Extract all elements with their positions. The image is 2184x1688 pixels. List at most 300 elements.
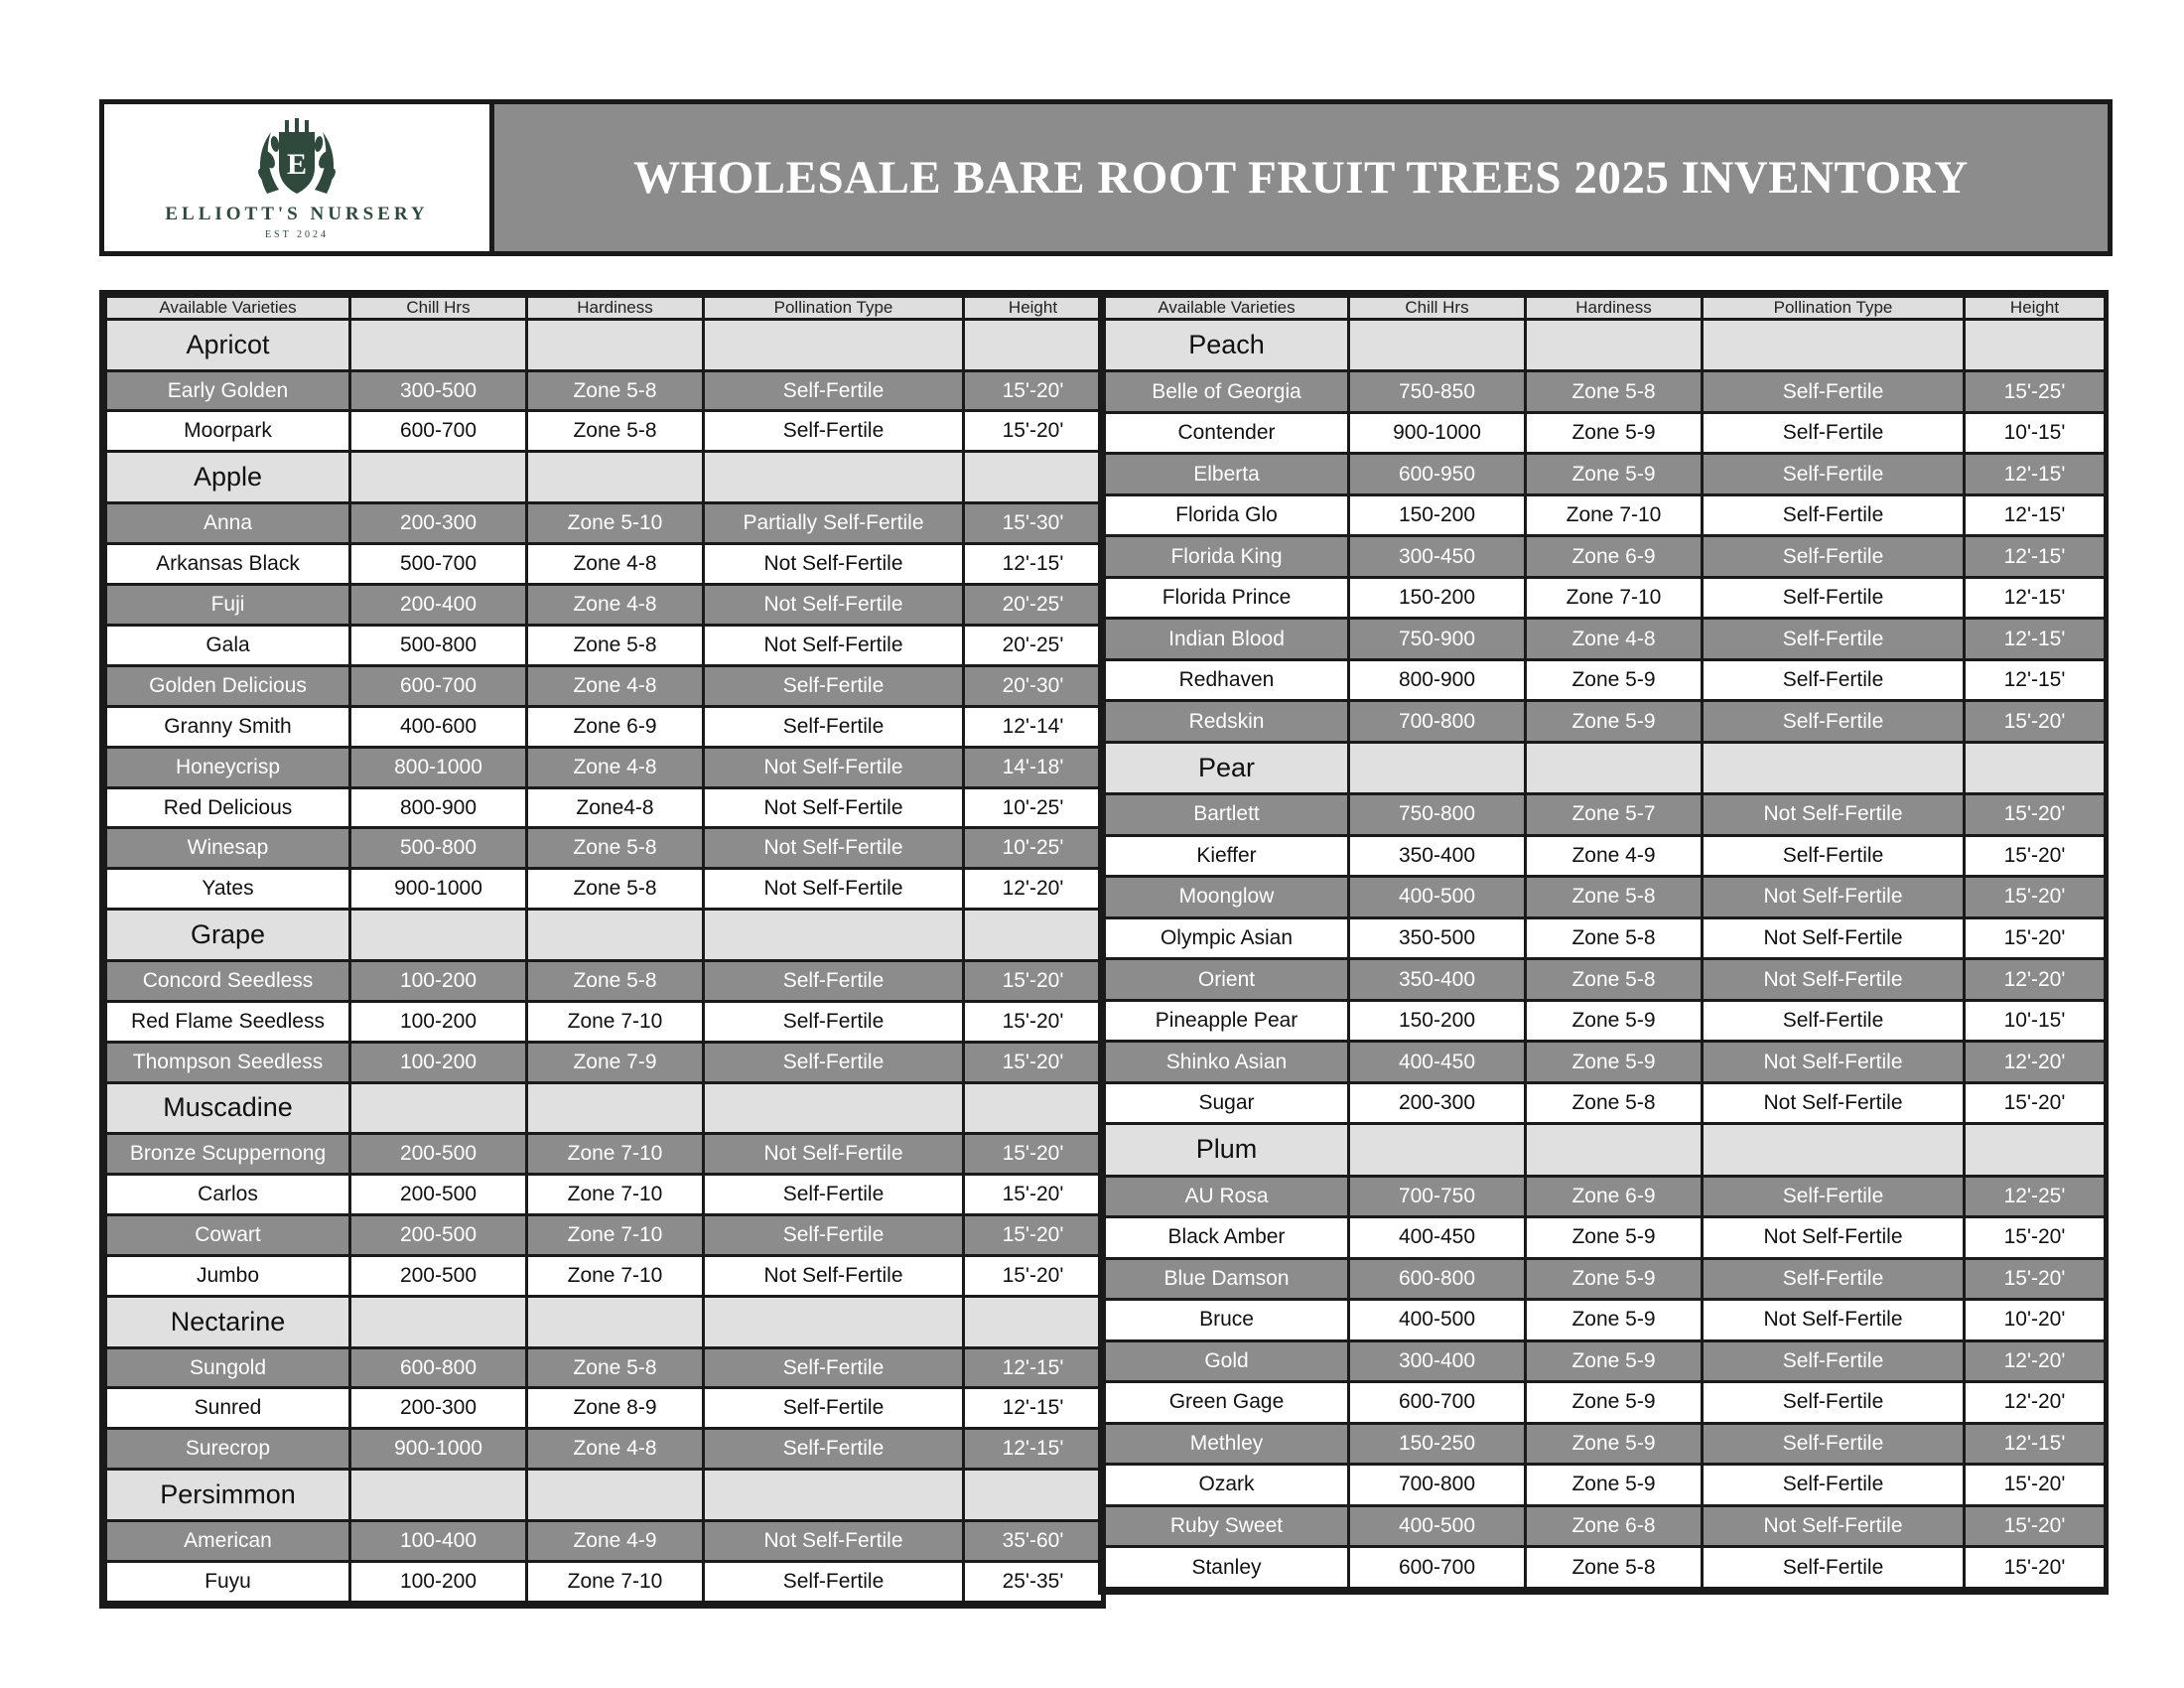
category-empty-cell: [964, 1297, 1103, 1348]
logo-letter: E: [286, 147, 308, 181]
table-cell: 12'-20': [964, 869, 1103, 910]
table-cell: 150-250: [1349, 1423, 1526, 1465]
table-cell: 15'-20': [1965, 1465, 2106, 1506]
table-row: [1105, 454, 2106, 495]
table-cell: 12'-15': [1965, 454, 2106, 495]
table-row: [1105, 619, 2106, 660]
column-header: Available Varieties: [106, 297, 350, 320]
table-cell: 20'-25': [964, 584, 1103, 625]
table-cell: Zone 5-9: [1526, 1258, 1703, 1300]
table-row: [1105, 959, 2106, 1001]
table-cell: Zone 5-8: [527, 370, 704, 411]
table-cell: 15'-20': [964, 1134, 1103, 1175]
table-cell: 750-850: [1349, 371, 1526, 413]
table-cell: Ruby Sweet: [1105, 1505, 1349, 1547]
table-cell: Zone 5-9: [1526, 412, 1703, 454]
table-cell: Honeycrisp: [106, 747, 350, 787]
table-cell: 12'-15': [1965, 619, 2106, 660]
table-row: [106, 625, 1103, 665]
table-cell: 35'-60': [964, 1520, 1103, 1561]
table-row: [106, 787, 1103, 828]
column-header: Hardiness: [527, 297, 704, 320]
table-cell: American: [106, 1520, 350, 1561]
table-cell: Stanley: [1105, 1547, 1349, 1589]
table-row: [106, 370, 1103, 411]
column-header: Available Varieties: [1105, 297, 1349, 320]
table-cell: Zone 4-9: [527, 1520, 704, 1561]
table-cell: 350-400: [1349, 959, 1526, 1001]
category-name: Peach: [1105, 320, 1349, 371]
table-cell: Partially Self-Fertile: [704, 502, 964, 543]
table-cell: Belle of Georgia: [1105, 371, 1349, 413]
table-cell: Cowart: [106, 1215, 350, 1256]
table-cell: Not Self-Fertile: [704, 625, 964, 665]
table-cell: Contender: [1105, 412, 1349, 454]
table-cell: Golden Delicious: [106, 665, 350, 706]
category-row: [1105, 320, 2106, 371]
table-cell: 12'-20': [1965, 1042, 2106, 1083]
table-cell: Zone 5-9: [1526, 454, 1703, 495]
table-cell: Zone 7-10: [1526, 577, 1703, 619]
table-cell: Winesap: [106, 828, 350, 869]
header-row: [1105, 297, 2106, 320]
table-cell: 20'-25': [964, 625, 1103, 665]
table-cell: Zone 7-10: [527, 1175, 704, 1215]
category-empty-cell: [1349, 742, 1526, 793]
category-row: [106, 1297, 1103, 1348]
table-row: [106, 1347, 1103, 1388]
table-cell: Self-Fertile: [1703, 701, 1965, 743]
category-empty-cell: [1703, 1124, 1965, 1176]
table-cell: Self-Fertile: [1703, 371, 1965, 413]
table-cell: Blue Damson: [1105, 1258, 1349, 1300]
table-cell: Zone 5-9: [1526, 1465, 1703, 1506]
category-empty-cell: [964, 1470, 1103, 1521]
page-header: [99, 99, 2113, 256]
table-cell: Jumbo: [106, 1256, 350, 1297]
table-cell: 14'-18': [964, 747, 1103, 787]
right-inventory-panel: [1098, 290, 2109, 1595]
table-cell: Florida King: [1105, 536, 1349, 578]
table-row: [106, 869, 1103, 910]
table-cell: 200-500: [350, 1256, 527, 1297]
table-cell: 400-600: [350, 706, 527, 747]
table-cell: Self-Fertile: [1703, 1258, 1965, 1300]
table-cell: Ozark: [1105, 1465, 1349, 1506]
table-cell: 15'-20': [964, 1256, 1103, 1297]
table-cell: 100-200: [350, 1042, 527, 1082]
table-cell: 600-700: [350, 665, 527, 706]
table-row: [1105, 1217, 2106, 1259]
table-cell: Moonglow: [1105, 877, 1349, 918]
table-cell: Self-Fertile: [1703, 835, 1965, 877]
table-cell: Zone 5-9: [1526, 701, 1703, 743]
category-name: Apple: [106, 452, 350, 503]
table-cell: Not Self-Fertile: [704, 1134, 964, 1175]
table-cell: 500-700: [350, 543, 527, 584]
category-name: Plum: [1105, 1124, 1349, 1176]
table-cell: Zone 5-8: [1526, 917, 1703, 959]
category-empty-cell: [1526, 320, 1703, 371]
table-cell: Zone 6-8: [1526, 1505, 1703, 1547]
category-empty-cell: [964, 1082, 1103, 1134]
table-cell: 900-1000: [350, 1429, 527, 1470]
table-cell: Pineapple Pear: [1105, 1000, 1349, 1042]
table-cell: Zone 6-9: [1526, 1176, 1703, 1217]
table-cell: Methley: [1105, 1423, 1349, 1465]
category-empty-cell: [964, 452, 1103, 503]
table-cell: Olympic Asian: [1105, 917, 1349, 959]
table-cell: 15'-20': [964, 1001, 1103, 1042]
table-cell: 400-500: [1349, 877, 1526, 918]
table-cell: Not Self-Fertile: [1703, 877, 1965, 918]
table-cell: 600-700: [1349, 1547, 1526, 1589]
table-cell: 15'-25': [1965, 371, 2106, 413]
table-cell: 700-800: [1349, 701, 1526, 743]
table-cell: Zone 4-8: [1526, 619, 1703, 660]
table-cell: Self-Fertile: [1703, 1423, 1965, 1465]
table-row: [1105, 1000, 2106, 1042]
table-cell: Zone 5-9: [1526, 1300, 1703, 1341]
table-cell: Granny Smith: [106, 706, 350, 747]
table-cell: 10'-25': [964, 787, 1103, 828]
table-cell: 12'-15': [1965, 659, 2106, 701]
table-cell: Self-Fertile: [704, 1561, 964, 1602]
table-cell: Zone 4-8: [527, 1429, 704, 1470]
table-cell: 400-500: [1349, 1300, 1526, 1341]
table-row: [106, 502, 1103, 543]
table-cell: Surecrop: [106, 1429, 350, 1470]
table-cell: 300-450: [1349, 536, 1526, 578]
table-row: [106, 706, 1103, 747]
category-empty-cell: [527, 1082, 704, 1134]
table-cell: Elberta: [1105, 454, 1349, 495]
category-name: Pear: [1105, 742, 1349, 793]
table-row: [1105, 1547, 2106, 1589]
category-empty-cell: [1965, 320, 2106, 371]
table-cell: 900-1000: [1349, 412, 1526, 454]
table-row: [1105, 917, 2106, 959]
table-row: [106, 1388, 1103, 1429]
category-empty-cell: [1703, 742, 1965, 793]
table-cell: Zone 5-7: [1526, 794, 1703, 836]
table-cell: Florida Prince: [1105, 577, 1349, 619]
category-empty-cell: [350, 1297, 527, 1348]
table-cell: Not Self-Fertile: [704, 1520, 964, 1561]
table-cell: Not Self-Fertile: [704, 747, 964, 787]
table-cell: Not Self-Fertile: [704, 584, 964, 625]
table-cell: 900-1000: [350, 869, 527, 910]
table-cell: 15'-20': [964, 1175, 1103, 1215]
table-cell: 15'-20': [1965, 1258, 2106, 1300]
table-cell: Bartlett: [1105, 794, 1349, 836]
table-row: [1105, 1042, 2106, 1083]
table-cell: Self-Fertile: [704, 1347, 964, 1388]
table-cell: Orient: [1105, 959, 1349, 1001]
column-header: Pollination Type: [704, 297, 964, 320]
table-cell: 600-700: [350, 411, 527, 452]
table-cell: 15'-20': [1965, 1505, 2106, 1547]
category-row: [106, 1082, 1103, 1134]
table-cell: Zone 4-9: [1526, 835, 1703, 877]
category-empty-cell: [350, 452, 527, 503]
table-cell: Self-Fertile: [704, 370, 964, 411]
table-cell: 15'-20': [964, 411, 1103, 452]
table-row: [1105, 835, 2106, 877]
table-cell: Zone 5-8: [527, 625, 704, 665]
table-cell: Self-Fertile: [704, 1429, 964, 1470]
logo-name: ELLIOTT'S NURSERY: [165, 203, 429, 224]
crest-icon: [249, 116, 344, 200]
table-cell: Zone 4-8: [527, 584, 704, 625]
table-row: [1105, 536, 2106, 578]
left-inventory-table: [104, 295, 1104, 1604]
table-cell: Not Self-Fertile: [1703, 959, 1965, 1001]
table-cell: Self-Fertile: [1703, 659, 1965, 701]
table-cell: 10'-15': [1965, 412, 2106, 454]
table-cell: Zone 5-8: [1526, 1547, 1703, 1589]
table-cell: Zone 7-10: [527, 1001, 704, 1042]
table-cell: 800-900: [1349, 659, 1526, 701]
category-row: [106, 452, 1103, 503]
table-row: [1105, 659, 2106, 701]
category-empty-cell: [1965, 742, 2106, 793]
table-cell: 150-200: [1349, 494, 1526, 536]
table-cell: 750-900: [1349, 619, 1526, 660]
left-inventory-panel: [99, 290, 1106, 1609]
table-cell: Self-Fertile: [704, 665, 964, 706]
category-empty-cell: [704, 1470, 964, 1521]
table-cell: Not Self-Fertile: [1703, 1042, 1965, 1083]
category-row: [1105, 1124, 2106, 1176]
table-cell: Carlos: [106, 1175, 350, 1215]
table-cell: 12'-15': [964, 543, 1103, 584]
category-row: [106, 320, 1103, 371]
table-cell: Zone 7-9: [527, 1042, 704, 1082]
table-cell: Zone 5-8: [527, 828, 704, 869]
table-cell: Self-Fertile: [704, 1388, 964, 1429]
category-empty-cell: [704, 1297, 964, 1348]
table-cell: Gold: [1105, 1340, 1349, 1382]
table-row: [106, 828, 1103, 869]
category-row: [1105, 742, 2106, 793]
table-row: [106, 1520, 1103, 1561]
column-header: Chill Hrs: [350, 297, 527, 320]
table-cell: 150-200: [1349, 577, 1526, 619]
table-cell: Self-Fertile: [1703, 1382, 1965, 1424]
table-cell: Zone 5-9: [1526, 1340, 1703, 1382]
category-row: [106, 1470, 1103, 1521]
table-cell: 12'-14': [964, 706, 1103, 747]
table-cell: 12'-15': [964, 1429, 1103, 1470]
table-row: [106, 1429, 1103, 1470]
title-banner: [494, 104, 2108, 251]
table-cell: 15'-20': [1965, 835, 2106, 877]
table-cell: Sugar: [1105, 1082, 1349, 1124]
table-cell: 10'-20': [1965, 1300, 2106, 1341]
table-cell: 12'-15': [1965, 536, 2106, 578]
table-cell: Self-Fertile: [704, 411, 964, 452]
column-header: Hardiness: [1526, 297, 1703, 320]
table-row: [1105, 1505, 2106, 1547]
table-row: [106, 543, 1103, 584]
category-empty-cell: [527, 1297, 704, 1348]
table-cell: 200-300: [350, 502, 527, 543]
category-empty-cell: [704, 452, 964, 503]
table-cell: Self-Fertile: [1703, 1547, 1965, 1589]
table-cell: 100-400: [350, 1520, 527, 1561]
table-cell: Self-Fertile: [704, 960, 964, 1001]
table-cell: 12'-15': [1965, 494, 2106, 536]
table-cell: 15'-20': [1965, 1082, 2106, 1124]
table-cell: 12'-20': [1965, 1340, 2106, 1382]
table-cell: 200-500: [350, 1175, 527, 1215]
category-empty-cell: [704, 910, 964, 961]
table-cell: Zone 6-9: [527, 706, 704, 747]
table-cell: Zone 7-10: [1526, 494, 1703, 536]
category-empty-cell: [350, 1082, 527, 1134]
table-cell: Concord Seedless: [106, 960, 350, 1001]
table-row: [106, 1561, 1103, 1602]
table-cell: Self-Fertile: [704, 1042, 964, 1082]
table-cell: 200-500: [350, 1215, 527, 1256]
table-cell: Not Self-Fertile: [704, 787, 964, 828]
table-cell: Thompson Seedless: [106, 1042, 350, 1082]
table-cell: Zone 5-8: [527, 411, 704, 452]
table-cell: Redskin: [1105, 701, 1349, 743]
table-row: [1105, 1423, 2106, 1465]
table-cell: 12'-15': [1965, 1423, 2106, 1465]
table-cell: Not Self-Fertile: [1703, 917, 1965, 959]
table-cell: Self-Fertile: [1703, 577, 1965, 619]
table-cell: Not Self-Fertile: [704, 828, 964, 869]
table-cell: Not Self-Fertile: [704, 869, 964, 910]
category-name: Persimmon: [106, 1470, 350, 1521]
category-empty-cell: [704, 320, 964, 371]
category-empty-cell: [964, 320, 1103, 371]
category-empty-cell: [964, 910, 1103, 961]
table-cell: Yates: [106, 869, 350, 910]
table-cell: Zone 5-8: [527, 1347, 704, 1388]
table-cell: 200-500: [350, 1134, 527, 1175]
table-cell: Zone 5-9: [1526, 1423, 1703, 1465]
column-header: Pollination Type: [1703, 297, 1965, 320]
category-empty-cell: [1349, 1124, 1526, 1176]
table-cell: 12'-20': [1965, 959, 2106, 1001]
table-row: [106, 584, 1103, 625]
table-cell: 12'-15': [964, 1388, 1103, 1429]
table-cell: Zone 4-8: [527, 747, 704, 787]
table-row: [1105, 371, 2106, 413]
category-empty-cell: [1349, 320, 1526, 371]
table-row: [1105, 577, 2106, 619]
table-cell: 15'-20': [1965, 917, 2106, 959]
table-cell: 12'-25': [1965, 1176, 2106, 1217]
table-cell: Anna: [106, 502, 350, 543]
table-cell: 15'-20': [964, 370, 1103, 411]
table-cell: Self-Fertile: [704, 1215, 964, 1256]
right-inventory-table: [1103, 295, 2107, 1590]
table-row: [1105, 1340, 2106, 1382]
table-row: [106, 1134, 1103, 1175]
table-cell: Not Self-Fertile: [1703, 794, 1965, 836]
table-cell: 10'-25': [964, 828, 1103, 869]
table-cell: 600-800: [350, 1347, 527, 1388]
table-cell: Bruce: [1105, 1300, 1349, 1341]
table-cell: 15'-20': [1965, 1217, 2106, 1259]
category-empty-cell: [527, 452, 704, 503]
table-row: [106, 960, 1103, 1001]
table-cell: Self-Fertile: [1703, 412, 1965, 454]
table-cell: 500-800: [350, 625, 527, 665]
table-cell: 15'-20': [1965, 794, 2106, 836]
table-cell: Self-Fertile: [1703, 1000, 1965, 1042]
category-empty-cell: [527, 910, 704, 961]
table-cell: 750-800: [1349, 794, 1526, 836]
table-cell: 10'-15': [1965, 1000, 2106, 1042]
table-row: [1105, 794, 2106, 836]
table-cell: 600-950: [1349, 454, 1526, 495]
table-cell: Zone 5-8: [1526, 371, 1703, 413]
table-cell: Not Self-Fertile: [1703, 1300, 1965, 1341]
table-cell: Zone 5-9: [1526, 1217, 1703, 1259]
category-name: Apricot: [106, 320, 350, 371]
table-cell: 15'-20': [964, 960, 1103, 1001]
table-row: [1105, 1382, 2106, 1424]
table-cell: Not Self-Fertile: [704, 543, 964, 584]
table-cell: 20'-30': [964, 665, 1103, 706]
table-cell: 15'-20': [1965, 701, 2106, 743]
table-cell: Zone 6-9: [1526, 536, 1703, 578]
column-header: Height: [1965, 297, 2106, 320]
table-cell: Zone 5-9: [1526, 1000, 1703, 1042]
category-empty-cell: [527, 1470, 704, 1521]
table-cell: Not Self-Fertile: [1703, 1217, 1965, 1259]
table-cell: Zone 5-8: [527, 960, 704, 1001]
table-cell: Zone 5-10: [527, 502, 704, 543]
category-name: Muscadine: [106, 1082, 350, 1134]
table-cell: Black Amber: [1105, 1217, 1349, 1259]
table-cell: Indian Blood: [1105, 619, 1349, 660]
table-row: [106, 665, 1103, 706]
table-cell: Red Delicious: [106, 787, 350, 828]
table-cell: 300-500: [350, 370, 527, 411]
table-cell: Zone 5-8: [1526, 877, 1703, 918]
table-cell: Sunred: [106, 1388, 350, 1429]
table-cell: Redhaven: [1105, 659, 1349, 701]
table-cell: 300-400: [1349, 1340, 1526, 1382]
table-cell: 100-200: [350, 1561, 527, 1602]
category-empty-cell: [1965, 1124, 2106, 1176]
table-cell: Fuji: [106, 584, 350, 625]
header-row: [106, 297, 1103, 320]
table-row: [106, 1001, 1103, 1042]
table-cell: 350-400: [1349, 835, 1526, 877]
column-header: Height: [964, 297, 1103, 320]
table-cell: 15'-20': [1965, 1547, 2106, 1589]
table-cell: 12'-20': [1965, 1382, 2106, 1424]
table-cell: AU Rosa: [1105, 1176, 1349, 1217]
table-row: [1105, 1176, 2106, 1217]
category-empty-cell: [350, 1470, 527, 1521]
table-cell: Self-Fertile: [704, 1175, 964, 1215]
table-cell: 200-400: [350, 584, 527, 625]
table-cell: 15'-20': [964, 1042, 1103, 1082]
table-cell: 25'-35': [964, 1561, 1103, 1602]
table-cell: Self-Fertile: [704, 706, 964, 747]
category-empty-cell: [350, 320, 527, 371]
page-title: WHOLESALE BARE ROOT FRUIT TREES 2025 INVENTORY: [633, 152, 1969, 204]
